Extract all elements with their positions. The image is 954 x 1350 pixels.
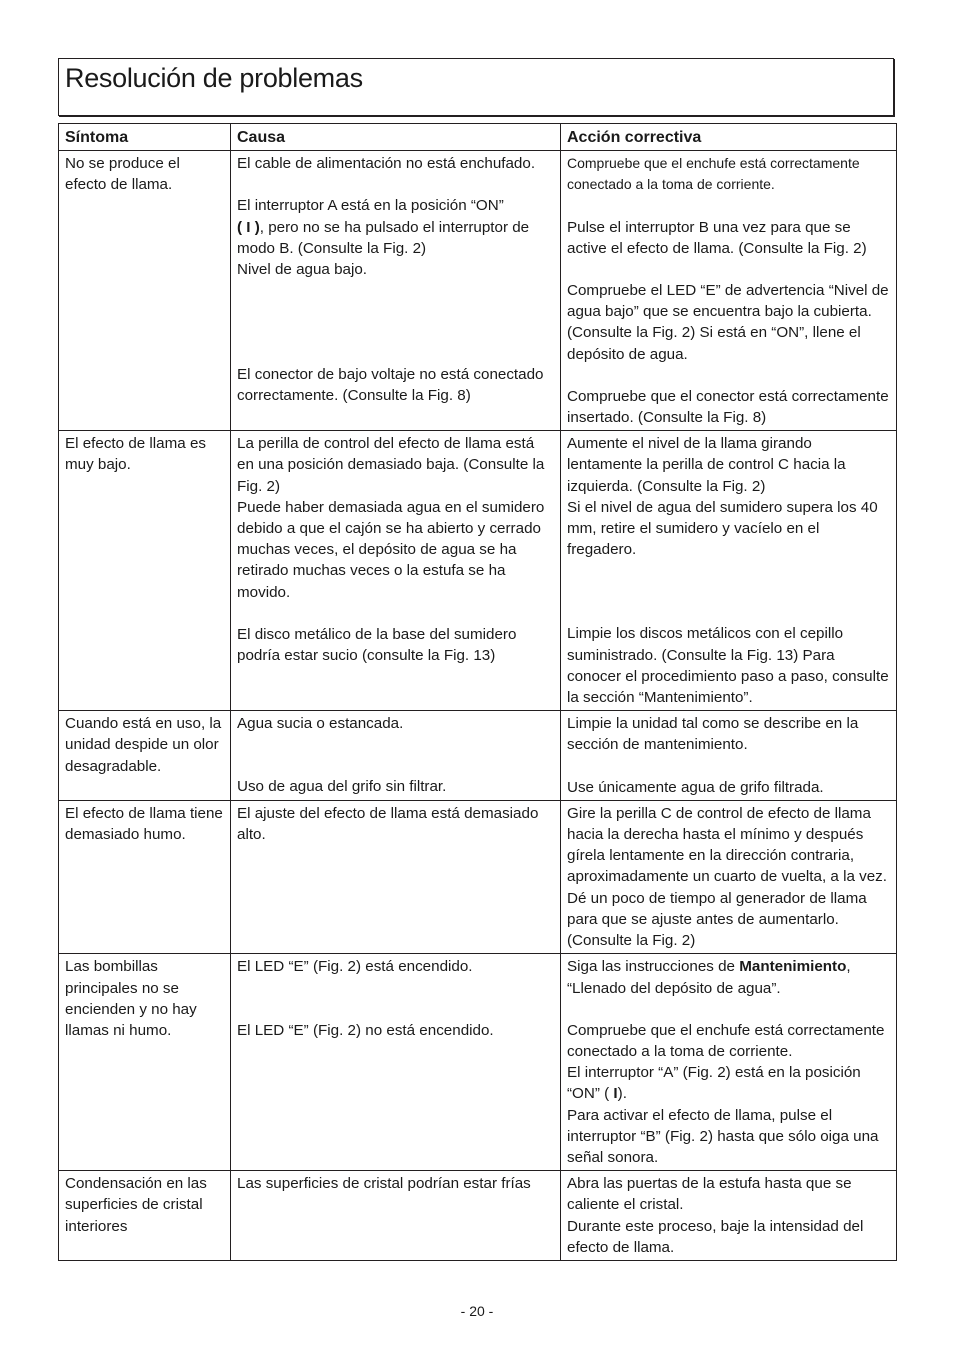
cause-text-part: , pero no se ha pulsado el interruptor de modo B. (Consulte la Fig. 2)	[237, 218, 530, 257]
maintenance-link-text: Mantenimiento	[739, 958, 847, 976]
cause-text: Puede haber demasiada agua en el sumidero debido a que el cajón se ha abierto y cerrado muchas veces, el depósito de agua se ha retirado muchas veces o la estufa se ha movido.	[237, 498, 545, 601]
cause-text: El disco metálico de la base del sumidero podría estar sucio (consulte la Fig. 13)	[237, 625, 517, 665]
cause-text: Agua sucia o estancada.	[237, 715, 404, 733]
switch-symbol: ( I )	[237, 218, 260, 236]
cause-text	[237, 195, 554, 259]
action-text	[567, 1062, 890, 1104]
table-row	[59, 151, 897, 431]
action-cell	[561, 151, 897, 431]
table-row	[59, 711, 897, 801]
switch-symbol: I	[613, 1085, 618, 1103]
symptom-cell: Las bombillas principales no se encienden y no hay llamas ni humo.	[59, 954, 231, 1171]
header-action: Acción correctiva	[561, 124, 897, 151]
action-text: Abra las puertas de la estufa hasta que se caliente el cristal.	[567, 1175, 852, 1214]
action-cell	[561, 711, 897, 801]
action-cell: Gire la perilla C de control de efecto de llama hacia la derecha hasta el mínimo y después gírela lentamente en la dirección contraria, aproximadamente un cuarto de vuelta, a la vez. Dé un poco de tiempo al generador de llama para que se ajuste antes de aumentarlo. (Consulte la Fig. 2)	[561, 800, 897, 953]
symptom-cell: El efecto de llama es muy bajo.	[59, 431, 231, 711]
action-cell	[561, 954, 897, 1171]
cause-cell	[231, 954, 561, 1171]
symptom-cell: El efecto de llama tiene demasiado humo.	[59, 800, 231, 953]
cause-text: El cable de alimentación no está enchufado.	[237, 155, 536, 173]
table-header-row	[59, 124, 897, 151]
action-text: Limpie la unidad tal como se describe en la sección de mantenimiento.	[567, 715, 859, 754]
symptom-cell: Cuando está en uso, la unidad despide un olor desagradable.	[59, 711, 231, 801]
action-text: Compruebe el LED “E” de advertencia “Nivel de agua bajo” que se encuentra bajo la cubierta. (Consulte la Fig. 2) Si está en “ON”, llene el depósito de agua.	[567, 282, 889, 363]
action-text	[567, 956, 890, 998]
table-row	[59, 954, 897, 1171]
action-text-part: ).	[617, 1085, 627, 1103]
action-text: Use únicamente agua de grifo filtrada.	[567, 778, 824, 796]
table-row	[59, 800, 897, 953]
action-text: Si el nivel de agua del sumidero supera los 40 mm, retire el sumidero y vacíelo en el fregadero.	[567, 498, 878, 559]
title-box	[58, 58, 894, 116]
action-text: Durante este proceso, baje la intensidad del efecto de llama.	[567, 1217, 864, 1256]
cause-cell	[231, 151, 561, 431]
header-symptom: Síntoma	[59, 124, 231, 151]
cause-text: El LED “E” (Fig. 2) está encendido.	[237, 958, 473, 976]
symptom-cell: Condensación en las superficies de cristal interiores	[59, 1171, 231, 1261]
cause-text-part: El interruptor A está en la posición “ON”	[237, 197, 504, 215]
header-cause: Causa	[231, 124, 561, 151]
cause-cell: El ajuste del efecto de llama está demasiado alto.	[231, 800, 561, 953]
cause-text: El conector de bajo voltaje no está conectado correctamente. (Consulte la Fig. 8)	[237, 366, 544, 405]
action-cell	[561, 431, 897, 711]
action-text: Aumente el nivel de la llama girando lentamente la perilla de control C hacia la izquierda. (Consulte la Fig. 2)	[567, 435, 846, 495]
action-text-part: Siga las instrucciones de	[567, 958, 740, 976]
cause-cell	[231, 431, 561, 711]
action-cell	[561, 1171, 897, 1261]
action-text: Compruebe que el conector está correctamente insertado. (Consulte la Fig. 8)	[567, 387, 889, 427]
action-text: Limpie los discos metálicos con el cepillo suministrado. (Consulte la Fig. 13) Para conocer el procedimiento paso a paso, consulte la sección “Mantenimiento”.	[567, 625, 889, 707]
action-text-part: El interruptor “A” (Fig. 2) está en la posición “ON” (	[567, 1064, 861, 1103]
table-row	[59, 1171, 897, 1261]
symptom-cell: No se produce el efecto de llama.	[59, 151, 231, 431]
page-number: - 20 -	[460, 1303, 494, 1319]
cause-cell: Las superficies de cristal podrían estar frías	[231, 1171, 561, 1261]
cause-text: Uso de agua del grifo sin filtrar.	[237, 778, 447, 796]
action-text: Pulse el interruptor B una vez para que se active el efecto de llama. (Consulte la Fig. 2)	[567, 218, 867, 257]
action-text-part: , “Llenado del depósito de agua”.	[567, 958, 851, 997]
action-text: Para activar el efecto de llama, pulse el interruptor “B” (Fig. 2) hasta que sólo oiga una señal sonora.	[567, 1106, 879, 1166]
action-text: Compruebe que el enchufe está correctamente conectado a la toma de corriente.	[567, 1021, 885, 1060]
cause-cell	[231, 711, 561, 801]
cause-text: El LED “E” (Fig. 2) no está encendido.	[237, 1021, 494, 1039]
cause-text: La perilla de control del efecto de llama está en una posición demasiado baja. (Consulte la Fig. 2)	[237, 435, 545, 495]
action-text: Compruebe que el enchufe está correctamente conectado a la toma de corriente.	[567, 155, 860, 193]
troubleshooting-table	[58, 123, 897, 1261]
cause-text: Nivel de agua bajo.	[237, 261, 368, 279]
table-row	[59, 431, 897, 711]
page-title: Resolución de problemas	[65, 63, 363, 93]
